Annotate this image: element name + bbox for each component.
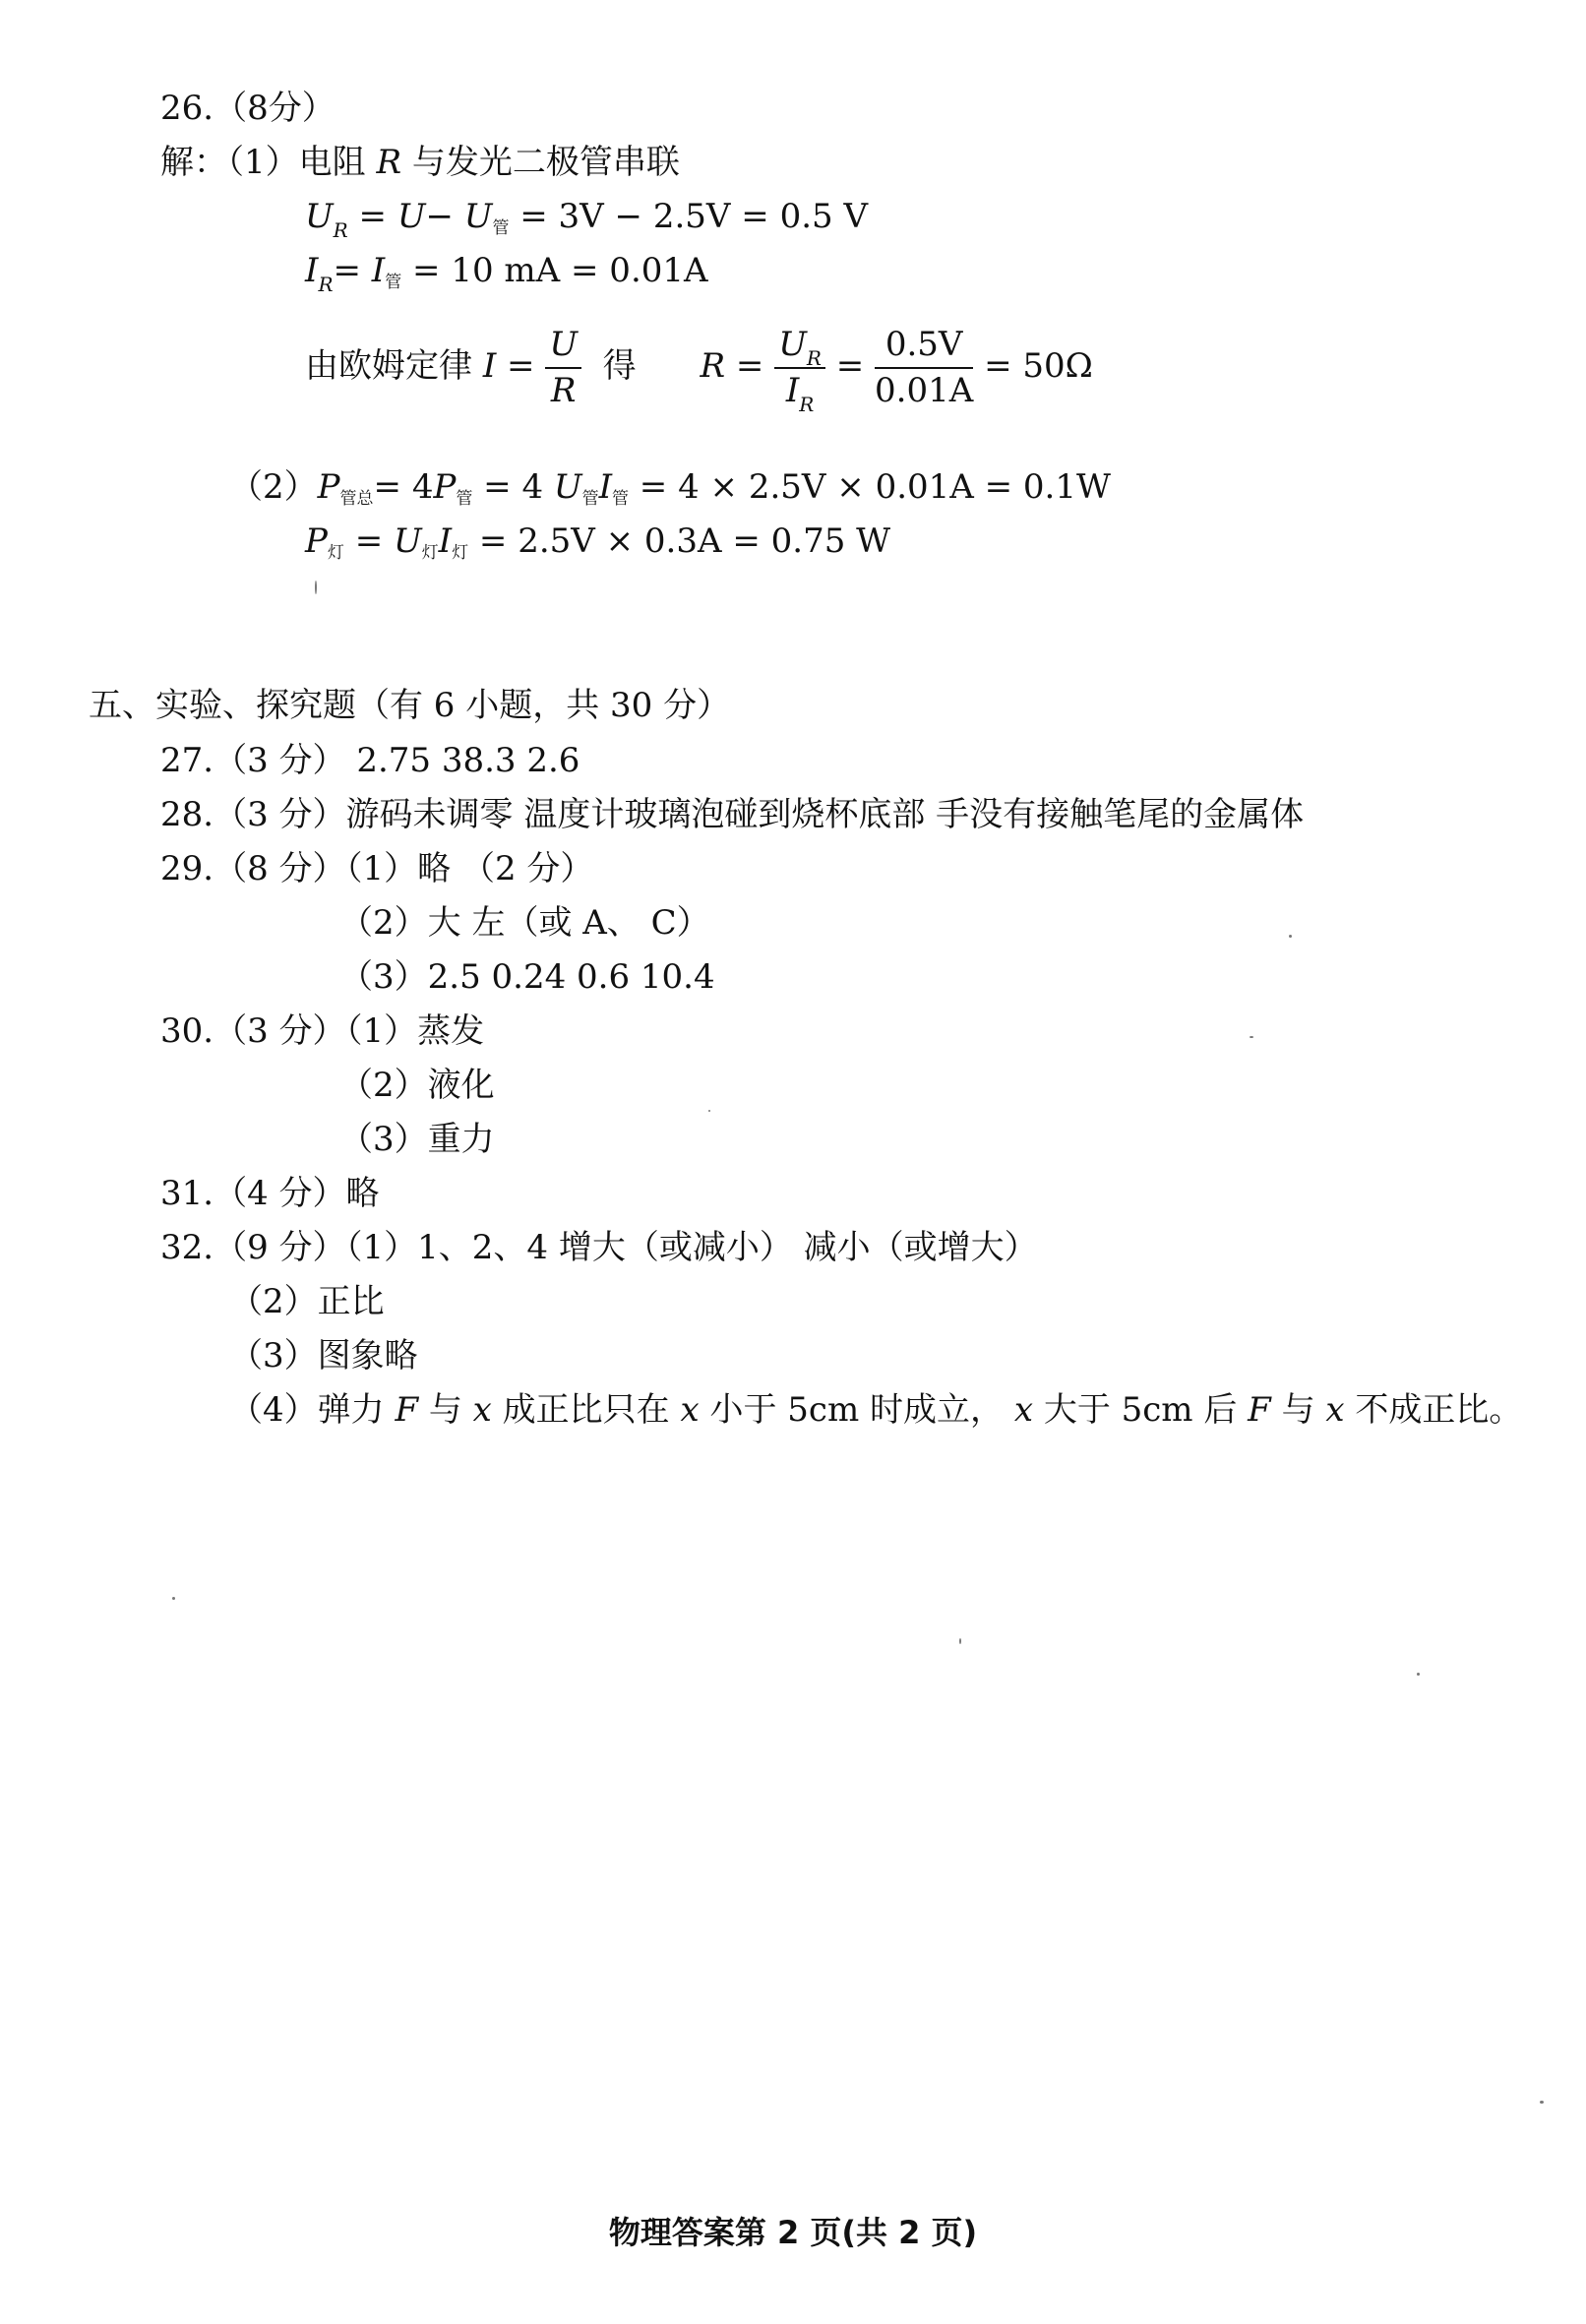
var-f: F [1248, 1390, 1271, 1430]
minus-sign: − [425, 197, 464, 236]
answer-q30-part1: 30.（3 分）（1）蒸发 [160, 1011, 485, 1051]
eq-sign: = [725, 345, 764, 386]
answer-q32-part3: （3）图象略 [229, 1336, 418, 1376]
eq-sign: = [333, 251, 372, 290]
sub-r: R [799, 392, 815, 416]
var-p: P [317, 467, 340, 507]
eq-mid: = 4 [373, 467, 434, 507]
answer-q32-part4 [229, 1390, 1522, 1431]
var-i: I [438, 521, 453, 561]
var-r: R [376, 143, 402, 182]
scan-speck [1289, 935, 1292, 938]
section-title: 五、实验、探究题（有 6 小题，共 30 分） [89, 686, 731, 725]
frac-den: R [550, 370, 577, 410]
solution-label: 解： [160, 143, 227, 182]
sub-guan: 管 [492, 218, 510, 238]
equation-ir [305, 251, 708, 296]
var-i: I [305, 251, 319, 290]
var-p: P [305, 521, 328, 561]
eq-sign: = [824, 345, 865, 386]
page-footer: 物理答案第 2 页(共 2 页) [608, 2214, 978, 2251]
eq-sign: = [358, 197, 397, 236]
eq-rest: = 3V − 2.5V = 0.5 V [519, 197, 868, 236]
eq-sign: = [496, 345, 535, 386]
sub-guan: 管 [581, 489, 599, 509]
fraction-values [875, 325, 973, 411]
scan-speck [172, 1597, 175, 1600]
equation-power-lamp [305, 521, 890, 562]
equation-ohm [305, 325, 1093, 416]
var-x: x [680, 1390, 700, 1430]
answer-q29-part1: 29.（8 分）（1）略 （2 分） [160, 849, 594, 888]
var-x: x [1325, 1390, 1345, 1430]
scan-speck [315, 581, 317, 594]
var-u: U [396, 197, 426, 236]
var-u: U [305, 197, 334, 236]
answer-q29-part2: （2）大 左（或 A、 C） [339, 903, 710, 943]
part1-label: （1） [227, 143, 299, 182]
q26-header: 26.（8分） [160, 89, 336, 128]
sub-r: R [333, 218, 348, 242]
q26-part1-line [160, 143, 680, 183]
sub-guan: 管 [385, 273, 402, 292]
sub-deng: 灯 [452, 543, 469, 563]
text-seg: 成正比只在 [491, 1390, 681, 1430]
var-p: P [433, 467, 457, 507]
sub-guan: 管 [612, 489, 629, 509]
scan-speck [1250, 1036, 1253, 1038]
answer-q30-part2: （2）液化 [339, 1066, 495, 1105]
var-u: U [394, 521, 422, 561]
scan-speck [1540, 2101, 1544, 2104]
var-u: U [553, 467, 582, 507]
text-seg: 小于 5cm 时成立， [699, 1390, 1014, 1430]
sub-guanzong: 管总 [339, 489, 374, 509]
sub-guan: 管 [456, 489, 473, 509]
ohm-law-text: 由欧姆定律 [305, 345, 472, 386]
eq-mid: = 4 [472, 467, 554, 507]
answer-q28: 28.（3 分）游码未调零 温度计玻璃泡碰到烧杯底部 手没有接触笔尾的金属体 [160, 795, 1305, 834]
frac-den: 0.01A [875, 370, 974, 410]
var-i: I [482, 345, 497, 386]
text-seg: 与 [1270, 1390, 1326, 1430]
var-x: x [472, 1390, 492, 1430]
answer-q32-part1: 32.（9 分）（1）1、2、4 增大（或减小） 减小（或增大） [160, 1228, 1038, 1267]
answer-q32-part2: （2）正比 [229, 1282, 385, 1321]
answer-q29-part3: （3）2.5 0.24 0.6 10.4 [339, 957, 715, 997]
frac-num: U [545, 325, 581, 369]
equation-power-total [229, 467, 1111, 508]
part1-text: 电阻 [298, 143, 366, 182]
fraction-ur-over-ir [774, 325, 825, 416]
sub-deng: 灯 [327, 543, 344, 563]
answer-q30-part3: （3）重力 [339, 1120, 495, 1159]
frac-num: U [778, 325, 807, 364]
scan-speck [708, 1110, 710, 1112]
text-seg: （4）弹力 [229, 1390, 396, 1430]
var-i: I [598, 467, 612, 507]
sub-r: R [806, 346, 822, 370]
equation-ur [305, 197, 868, 242]
var-i: I [371, 251, 386, 290]
part2-label: （2） [229, 467, 318, 507]
part1-text2: 与发光二极管串联 [411, 143, 680, 182]
eq-rest: = 10 mA = 0.01A [401, 251, 708, 290]
text-seg: 大于 5cm 后 [1033, 1390, 1249, 1430]
frac-num: 0.5V [875, 325, 973, 369]
var-u: U [463, 197, 493, 236]
eq-rest: = 2.5V × 0.3A = 0.75 W [468, 521, 891, 561]
text-seg: 不成正比。 [1344, 1390, 1523, 1430]
sub-deng: 灯 [421, 543, 439, 563]
eq-sign: = [343, 521, 394, 561]
scan-speck [959, 1638, 961, 1644]
eq-rest: = 4 × 2.5V × 0.01A = 0.1W [629, 467, 1111, 507]
var-f: F [395, 1390, 419, 1430]
var-r: R [700, 345, 726, 386]
answer-q27: 27.（3 分） 2.75 38.3 2.6 [160, 741, 580, 780]
var-x: x [1013, 1390, 1034, 1430]
text-seg: 与 [418, 1390, 473, 1430]
fraction-u-over-r [545, 325, 581, 411]
result-value: = 50Ω [973, 345, 1093, 386]
frac-den: I [785, 370, 800, 410]
answer-q31: 31.（4 分）略 [160, 1174, 380, 1213]
sub-r: R [318, 273, 334, 296]
de-text: 得 [602, 345, 637, 386]
scan-speck [1417, 1673, 1420, 1676]
